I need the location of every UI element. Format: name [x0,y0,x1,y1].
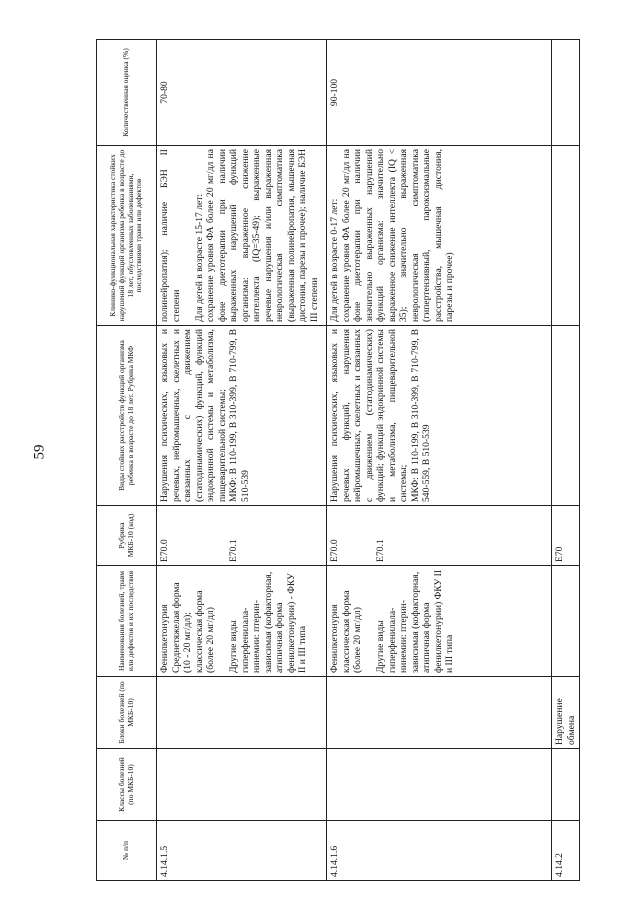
cell-name [552,566,580,677]
header-name: Наименования болезней, травм или дефектов и их последствия [97,566,157,677]
cell-classes [157,749,327,821]
cell-code: E70.0 E70.1 [157,506,327,566]
cell-classes [327,749,552,821]
cell-disorders: Нарушения психических, языковых и речевых функций, нарушения нейромышечных, скелетных и связанных с движением (статодинамических) функций; функций эндокринной системы и метаболизма, пищеварительной системы; МКФ: B 110-199, B 310-399, B 710-799, B 540-559, B 510-539 [327,326,552,506]
cell-characteristics: Для детей в возрасте 0-17 лет: сохранение уровня ФА более 20 мг/дл на фоне диетотерапии при наличии значительно выраженных нарушений функций организма: значительно выраженное снижение интеллекта (IQ < 35); значительно выраженная неврологическая симптоматика (гипертензивный, пароксизмальные расстройства, мышечная дистония, парезы и прочее) [327,146,552,326]
cell-name: Фенилкетонурия Среднетяжелая форма (10 - 20 мг/дл); классическая форма (более 20 мг/дл) Другие виды гиперфенилала-нинемии: птерин-зависимая (кофакторная, атипичная форма фенилкетонурии) - ФКУ II и III типа [157,566,327,677]
disability-criteria-table [96,39,580,881]
cell-characteristics [552,146,580,326]
header-num: № п/п [97,821,157,881]
header-classes: Классы болезней (по МКБ-10) [97,749,157,821]
cell-score: 90-100 [327,40,552,146]
cell-num: 4.14.1.5 [157,821,327,881]
cell-code: E70 [552,506,580,566]
cell-num: 4.14.2 [552,821,580,881]
cell-code: E70.0 E70.1 [327,506,552,566]
table-header-row [97,40,157,881]
header-characteristics: Клинико-функциональная характеристика стойких нарушений функций организма ребенка в возрасте до 18 лет, обусловленных заболеваниями, последствиями травм или дефектов [97,146,157,326]
rotated-table-area [96,40,577,881]
cell-characteristics: полинейропатия); наличие БЭН II степени Для детей в возрасте 15-17 лет: сохранение уровня ФА более 20 мг/дл на фоне диетотерапии при наличии выраженных нарушений функций организма: выраженное снижение интеллекта (IQ=35-49); выраженные речевые нарушения и/или выраженная неврологическая симптоматика (выраженная полинейропатия, мышечная дистония, парезы и прочее); наличие БЭН III степени [157,146,327,326]
cell-name: Фенилкетонурия классическая форма (более 20 мг/дл) Другие виды гиперфенилала-нинемии: птерин-зависимая (кофакторная, атипичная форма фенилкетонурии) ФКУ II и III типа [327,566,552,677]
cell-disorders [552,326,580,506]
cell-score [552,40,580,146]
table-row [327,40,552,881]
cell-score: 70-80 [157,40,327,146]
table-row [157,40,327,881]
page-number: 59 [31,444,48,460]
cell-num: 4.14.1.6 [327,821,552,881]
table-rotator [96,40,577,881]
header-code: Рубрика МКБ-10 (код) [97,506,157,566]
cell-blocks: Нарушение обмена [552,677,580,749]
cell-disorders: Нарушения психических, языковых и речевых, нейромышечных, скелетных и связанных с движением (статодинамических) функций, функций эндокринной системы и метаболизма, пищеварительной системы; МКФ: B 110-199, B 310-399, B 710-799, B 510-539 [157,326,327,506]
header-blocks: Блоки болезней (по МКБ-10) [97,677,157,749]
cell-classes [552,749,580,821]
table-row [552,40,580,881]
cell-blocks [157,677,327,749]
header-score: Количественная оценка (%) [97,40,157,146]
header-disorders: Виды стойких расстройств функций организма ребенка в возрасте до 18 лет. Рубрика МКФ [97,326,157,506]
cell-blocks [327,677,552,749]
